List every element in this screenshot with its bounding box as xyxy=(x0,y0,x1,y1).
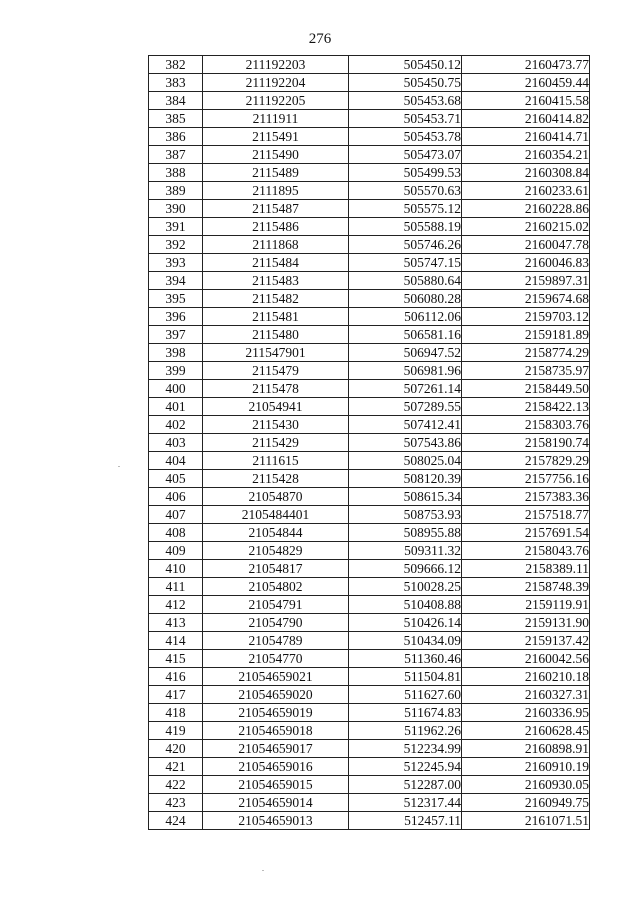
table-row xyxy=(149,200,590,218)
x-coordinate-cell: 508120.39 xyxy=(349,470,462,488)
y-coordinate-cell: 2161071.51 xyxy=(462,812,590,830)
table-row xyxy=(149,110,590,128)
table-row xyxy=(149,290,590,308)
point-id-cell: 21054789 xyxy=(203,632,349,650)
y-coordinate-cell: 2160210.18 xyxy=(462,668,590,686)
x-coordinate-cell: 508615.34 xyxy=(349,488,462,506)
table-row xyxy=(149,164,590,182)
y-coordinate-cell: 2160628.45 xyxy=(462,722,590,740)
x-coordinate-cell: 507261.14 xyxy=(349,380,462,398)
y-coordinate-cell: 2160046.83 xyxy=(462,254,590,272)
x-coordinate-cell: 511360.46 xyxy=(349,650,462,668)
row-number-cell: 417 xyxy=(149,686,203,704)
table-row xyxy=(149,686,590,704)
y-coordinate-cell: 2159703.12 xyxy=(462,308,590,326)
x-coordinate-cell: 505499.53 xyxy=(349,164,462,182)
table-row xyxy=(149,272,590,290)
row-number-cell: 405 xyxy=(149,470,203,488)
row-number-cell: 406 xyxy=(149,488,203,506)
table-row xyxy=(149,146,590,164)
row-number-cell: 396 xyxy=(149,308,203,326)
table-row xyxy=(149,632,590,650)
x-coordinate-cell: 505588.19 xyxy=(349,218,462,236)
x-coordinate-cell: 505453.71 xyxy=(349,110,462,128)
row-number-cell: 412 xyxy=(149,596,203,614)
point-id-cell: 21054659018 xyxy=(203,722,349,740)
y-coordinate-cell: 2160047.78 xyxy=(462,236,590,254)
y-coordinate-cell: 2157756.16 xyxy=(462,470,590,488)
point-id-cell: 211547901 xyxy=(203,344,349,362)
row-number-cell: 409 xyxy=(149,542,203,560)
x-coordinate-cell: 505570.63 xyxy=(349,182,462,200)
y-coordinate-cell: 2160336.95 xyxy=(462,704,590,722)
table-row xyxy=(149,758,590,776)
table-row xyxy=(149,434,590,452)
row-number-cell: 411 xyxy=(149,578,203,596)
table-row xyxy=(149,488,590,506)
row-number-cell: 385 xyxy=(149,110,203,128)
x-coordinate-cell: 505575.12 xyxy=(349,200,462,218)
x-coordinate-cell: 510426.14 xyxy=(349,614,462,632)
point-id-cell: 211192203 xyxy=(203,56,349,74)
x-coordinate-cell: 506947.52 xyxy=(349,344,462,362)
table-row xyxy=(149,812,590,830)
row-number-cell: 390 xyxy=(149,200,203,218)
row-number-cell: 421 xyxy=(149,758,203,776)
table-row xyxy=(149,776,590,794)
x-coordinate-cell: 506981.96 xyxy=(349,362,462,380)
row-number-cell: 404 xyxy=(149,452,203,470)
point-id-cell: 2111615 xyxy=(203,452,349,470)
y-coordinate-cell: 2158422.13 xyxy=(462,398,590,416)
x-coordinate-cell: 506080.28 xyxy=(349,290,462,308)
table-row xyxy=(149,380,590,398)
point-id-cell: 21054791 xyxy=(203,596,349,614)
point-id-cell: 21054659020 xyxy=(203,686,349,704)
point-id-cell: 2105484401 xyxy=(203,506,349,524)
row-number-cell: 388 xyxy=(149,164,203,182)
point-id-cell: 2115483 xyxy=(203,272,349,290)
page-number: 276 xyxy=(308,31,332,47)
row-number-cell: 400 xyxy=(149,380,203,398)
row-number-cell: 418 xyxy=(149,704,203,722)
y-coordinate-cell: 2158735.97 xyxy=(462,362,590,380)
x-coordinate-cell: 508753.93 xyxy=(349,506,462,524)
row-number-cell: 383 xyxy=(149,74,203,92)
x-coordinate-cell: 510408.88 xyxy=(349,596,462,614)
row-number-cell: 407 xyxy=(149,506,203,524)
row-number-cell: 398 xyxy=(149,344,203,362)
point-id-cell: 2115482 xyxy=(203,290,349,308)
table-row xyxy=(149,470,590,488)
y-coordinate-cell: 2159119.91 xyxy=(462,596,590,614)
point-id-cell: 21054844 xyxy=(203,524,349,542)
row-number-cell: 395 xyxy=(149,290,203,308)
y-coordinate-cell: 2158774.29 xyxy=(462,344,590,362)
row-number-cell: 419 xyxy=(149,722,203,740)
point-id-cell: 21054817 xyxy=(203,560,349,578)
table-body xyxy=(149,56,590,830)
y-coordinate-cell: 2160354.21 xyxy=(462,146,590,164)
point-id-cell: 211192205 xyxy=(203,92,349,110)
point-id-cell: 2111895 xyxy=(203,182,349,200)
point-id-cell: 21054870 xyxy=(203,488,349,506)
x-coordinate-cell: 507289.55 xyxy=(349,398,462,416)
table-row xyxy=(149,254,590,272)
point-id-cell: 21054829 xyxy=(203,542,349,560)
table-row xyxy=(149,398,590,416)
table-row xyxy=(149,650,590,668)
y-coordinate-cell: 2159181.89 xyxy=(462,326,590,344)
point-id-cell: 2115429 xyxy=(203,434,349,452)
table-row xyxy=(149,218,590,236)
table-row xyxy=(149,416,590,434)
x-coordinate-cell: 509666.12 xyxy=(349,560,462,578)
row-number-cell: 387 xyxy=(149,146,203,164)
x-coordinate-cell: 511962.26 xyxy=(349,722,462,740)
row-number-cell: 397 xyxy=(149,326,203,344)
y-coordinate-cell: 2160949.75 xyxy=(462,794,590,812)
x-coordinate-cell: 505746.26 xyxy=(349,236,462,254)
table-row xyxy=(149,722,590,740)
point-id-cell: 2115478 xyxy=(203,380,349,398)
table-row xyxy=(149,92,590,110)
y-coordinate-cell: 2158190.74 xyxy=(462,434,590,452)
y-coordinate-cell: 2160042.56 xyxy=(462,650,590,668)
row-number-cell: 394 xyxy=(149,272,203,290)
y-coordinate-cell: 2160233.61 xyxy=(462,182,590,200)
row-number-cell: 384 xyxy=(149,92,203,110)
point-id-cell: 21054659021 xyxy=(203,668,349,686)
point-id-cell: 21054659013 xyxy=(203,812,349,830)
x-coordinate-cell: 507543.86 xyxy=(349,434,462,452)
y-coordinate-cell: 2158303.76 xyxy=(462,416,590,434)
table-row xyxy=(149,236,590,254)
table-row xyxy=(149,326,590,344)
point-id-cell: 21054790 xyxy=(203,614,349,632)
row-number-cell: 391 xyxy=(149,218,203,236)
row-number-cell: 393 xyxy=(149,254,203,272)
table-row xyxy=(149,578,590,596)
y-coordinate-cell: 2160473.77 xyxy=(462,56,590,74)
row-number-cell: 416 xyxy=(149,668,203,686)
table-row xyxy=(149,596,590,614)
point-id-cell: 21054659019 xyxy=(203,704,349,722)
x-coordinate-cell: 510028.25 xyxy=(349,578,462,596)
x-coordinate-cell: 509311.32 xyxy=(349,542,462,560)
row-number-cell: 382 xyxy=(149,56,203,74)
y-coordinate-cell: 2157518.77 xyxy=(462,506,590,524)
x-coordinate-cell: 511674.83 xyxy=(349,704,462,722)
table-row xyxy=(149,344,590,362)
x-coordinate-cell: 505473.07 xyxy=(349,146,462,164)
y-coordinate-cell: 2160415.58 xyxy=(462,92,590,110)
table-row xyxy=(149,668,590,686)
point-id-cell: 2115428 xyxy=(203,470,349,488)
point-id-cell: 2115481 xyxy=(203,308,349,326)
row-number-cell: 408 xyxy=(149,524,203,542)
y-coordinate-cell: 2158043.76 xyxy=(462,542,590,560)
row-number-cell: 415 xyxy=(149,650,203,668)
row-number-cell: 410 xyxy=(149,560,203,578)
scan-speck xyxy=(262,870,264,871)
x-coordinate-cell: 506112.06 xyxy=(349,308,462,326)
point-id-cell: 21054770 xyxy=(203,650,349,668)
row-number-cell: 420 xyxy=(149,740,203,758)
x-coordinate-cell: 505450.75 xyxy=(349,74,462,92)
y-coordinate-cell: 2159131.90 xyxy=(462,614,590,632)
x-coordinate-cell: 505747.15 xyxy=(349,254,462,272)
point-id-cell: 21054941 xyxy=(203,398,349,416)
table-row xyxy=(149,506,590,524)
x-coordinate-cell: 512287.00 xyxy=(349,776,462,794)
point-id-cell: 2115430 xyxy=(203,416,349,434)
y-coordinate-cell: 2159137.42 xyxy=(462,632,590,650)
x-coordinate-cell: 507412.41 xyxy=(349,416,462,434)
y-coordinate-cell: 2160414.71 xyxy=(462,128,590,146)
y-coordinate-cell: 2160414.82 xyxy=(462,110,590,128)
y-coordinate-cell: 2160910.19 xyxy=(462,758,590,776)
table-row xyxy=(149,704,590,722)
x-coordinate-cell: 510434.09 xyxy=(349,632,462,650)
x-coordinate-cell: 511627.60 xyxy=(349,686,462,704)
y-coordinate-cell: 2158748.39 xyxy=(462,578,590,596)
y-coordinate-cell: 2157829.29 xyxy=(462,452,590,470)
table-row xyxy=(149,128,590,146)
table-row xyxy=(149,740,590,758)
point-id-cell: 2111911 xyxy=(203,110,349,128)
point-id-cell: 21054659014 xyxy=(203,794,349,812)
x-coordinate-cell: 512457.11 xyxy=(349,812,462,830)
table-row xyxy=(149,362,590,380)
y-coordinate-cell: 2157383.36 xyxy=(462,488,590,506)
point-id-cell: 2115489 xyxy=(203,164,349,182)
point-id-cell: 2115479 xyxy=(203,362,349,380)
y-coordinate-cell: 2160327.31 xyxy=(462,686,590,704)
row-number-cell: 392 xyxy=(149,236,203,254)
y-coordinate-cell: 2159897.31 xyxy=(462,272,590,290)
table-row xyxy=(149,542,590,560)
x-coordinate-cell: 512234.99 xyxy=(349,740,462,758)
row-number-cell: 413 xyxy=(149,614,203,632)
x-coordinate-cell: 506581.16 xyxy=(349,326,462,344)
point-id-cell: 2115491 xyxy=(203,128,349,146)
table-row xyxy=(149,308,590,326)
table-row xyxy=(149,74,590,92)
row-number-cell: 403 xyxy=(149,434,203,452)
point-id-cell: 2111868 xyxy=(203,236,349,254)
point-id-cell: 211192204 xyxy=(203,74,349,92)
row-number-cell: 386 xyxy=(149,128,203,146)
row-number-cell: 424 xyxy=(149,812,203,830)
row-number-cell: 401 xyxy=(149,398,203,416)
y-coordinate-cell: 2159674.68 xyxy=(462,290,590,308)
table-row xyxy=(149,524,590,542)
point-id-cell: 2115480 xyxy=(203,326,349,344)
coordinates-table xyxy=(148,55,590,830)
y-coordinate-cell: 2158449.50 xyxy=(462,380,590,398)
x-coordinate-cell: 505453.78 xyxy=(349,128,462,146)
y-coordinate-cell: 2157691.54 xyxy=(462,524,590,542)
x-coordinate-cell: 505880.64 xyxy=(349,272,462,290)
row-number-cell: 389 xyxy=(149,182,203,200)
y-coordinate-cell: 2160228.86 xyxy=(462,200,590,218)
x-coordinate-cell: 508955.88 xyxy=(349,524,462,542)
point-id-cell: 21054659015 xyxy=(203,776,349,794)
row-number-cell: 422 xyxy=(149,776,203,794)
point-id-cell: 21054659016 xyxy=(203,758,349,776)
table-row xyxy=(149,182,590,200)
y-coordinate-cell: 2160215.02 xyxy=(462,218,590,236)
point-id-cell: 2115487 xyxy=(203,200,349,218)
y-coordinate-cell: 2158389.11 xyxy=(462,560,590,578)
table-row xyxy=(149,614,590,632)
x-coordinate-cell: 512245.94 xyxy=(349,758,462,776)
point-id-cell: 2115486 xyxy=(203,218,349,236)
table-row xyxy=(149,794,590,812)
point-id-cell: 2115490 xyxy=(203,146,349,164)
x-coordinate-cell: 505453.68 xyxy=(349,92,462,110)
point-id-cell: 21054659017 xyxy=(203,740,349,758)
row-number-cell: 414 xyxy=(149,632,203,650)
y-coordinate-cell: 2160898.91 xyxy=(462,740,590,758)
point-id-cell: 2115484 xyxy=(203,254,349,272)
scan-speck xyxy=(118,466,120,467)
x-coordinate-cell: 508025.04 xyxy=(349,452,462,470)
x-coordinate-cell: 505450.12 xyxy=(349,56,462,74)
row-number-cell: 399 xyxy=(149,362,203,380)
row-number-cell: 423 xyxy=(149,794,203,812)
x-coordinate-cell: 511504.81 xyxy=(349,668,462,686)
table-row xyxy=(149,452,590,470)
x-coordinate-cell: 512317.44 xyxy=(349,794,462,812)
table-row xyxy=(149,56,590,74)
row-number-cell: 402 xyxy=(149,416,203,434)
y-coordinate-cell: 2160308.84 xyxy=(462,164,590,182)
y-coordinate-cell: 2160930.05 xyxy=(462,776,590,794)
y-coordinate-cell: 2160459.44 xyxy=(462,74,590,92)
point-id-cell: 21054802 xyxy=(203,578,349,596)
table-row xyxy=(149,560,590,578)
